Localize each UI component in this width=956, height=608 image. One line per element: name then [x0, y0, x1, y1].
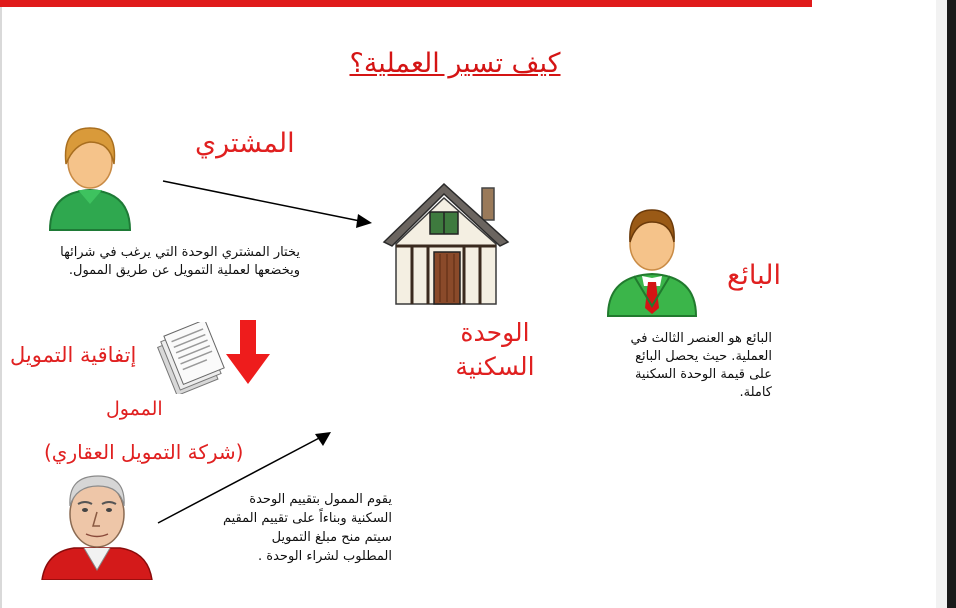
red-down-arrow-icon: [226, 320, 270, 386]
seller-description-line1: البائع هو العنصر الثالث في: [630, 331, 772, 346]
financier-description-line4: المطلوب لشراء الوحدة .: [258, 549, 392, 564]
financier-description-line1: يقوم الممول بتقييم الوحدة: [249, 492, 392, 507]
unit-label-line2: السكنية: [455, 352, 535, 381]
financier-description-line3: سيتم منح مبلغ التمويل: [271, 530, 392, 545]
buyer-to-house-arrow: [160, 176, 380, 231]
seller-description-line2: العملية. حيث يحصل البائع: [635, 349, 772, 364]
left-edge: [0, 7, 2, 608]
house-icon: [382, 180, 510, 306]
right-edge: [947, 0, 956, 608]
right-gap: [936, 0, 947, 608]
unit-label-line1: الوحدة: [460, 318, 530, 347]
financier-sublabel: (شركة التمويل العقاري): [44, 440, 244, 464]
documents-icon: [150, 322, 232, 394]
financier-label: الممول: [106, 398, 163, 420]
page-title: كيف تسير العملية؟: [349, 48, 561, 79]
buyer-person-icon: [44, 122, 136, 232]
seller-label: البائع: [727, 260, 781, 291]
agreement-label: إتفاقية التمويل: [10, 343, 137, 367]
buyer-description-line2: ويخضعها لعملية التمويل عن طريق الممول.: [68, 263, 300, 278]
seller-description-line4: كاملة.: [739, 385, 772, 400]
financier-description-line2: السكنية وبناءاً على تقييم المقيم: [222, 511, 392, 526]
seller-description-line3: على قيمة الوحدة السكنية: [634, 367, 772, 382]
seller-person-icon: [604, 206, 700, 318]
buyer-label: المشتري: [195, 128, 295, 159]
buyer-description-line1: يختار المشتري الوحدة التي يرغب في شرائها: [60, 245, 300, 260]
top-red-bar: [0, 0, 812, 7]
financier-portrait-icon: [38, 472, 156, 580]
